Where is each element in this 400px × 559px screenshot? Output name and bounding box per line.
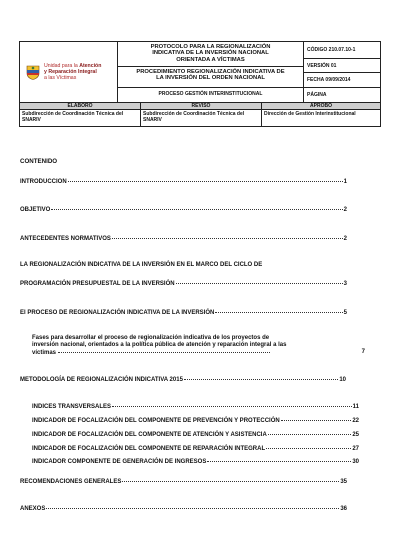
reviso-value: Subdirección de Coordinación Técnica del SNARIV — [141, 110, 262, 126]
document-code: CÓDIGO 210.07.10-1 — [304, 42, 380, 59]
toc-page: 10 — [339, 377, 346, 383]
elaboro-label: ELABORÓ — [20, 103, 141, 109]
title-line: INDICATIVA DE LA INVERSIÓN NACIONAL — [152, 50, 269, 57]
document-version: VERSIÓN 01 — [304, 59, 380, 73]
toc-entry-prevencion[interactable] — [32, 418, 359, 424]
logo-line2: y Reparación Integral — [44, 69, 97, 75]
toc-page: 27 — [352, 446, 359, 452]
document-title — [118, 42, 303, 67]
toc-page: 25 — [352, 432, 359, 438]
reviso-label: REVISÓ — [141, 103, 262, 109]
toc-label: INTRODUCCION — [20, 179, 67, 185]
fases-line1: Fases para desarrollar el proceso de regionalización indicativa de los proyectos de — [32, 335, 270, 341]
toc-label: INDICES TRANSVERSALES — [32, 404, 112, 410]
logo-line3: a las Víctimas — [44, 75, 77, 81]
toc-label: PROGRAMACIÓN PRESUPUESTAL DE LA INVERSIÓN — [20, 281, 175, 287]
process-name: PROCESO GESTIÓN INTERINSTITUCIONAL — [158, 91, 263, 97]
toc-page: 1 — [343, 179, 347, 185]
logo-line1-bold: Atención — [79, 63, 102, 69]
toc-label: INDICADOR DE FOCALIZACIÓN DEL COMPONENTE DE PREVENCIÓN Y PROTECCIÓN — [32, 418, 280, 424]
toc-label: INDICADOR DE FOCALIZACIÓN DEL COMPONENTE DE ATENCIÓN Y ASISTENCIA — [32, 432, 267, 438]
coat-of-arms-icon — [26, 65, 40, 80]
title-line: ORIENTADA A VÍCTIMAS — [176, 56, 245, 63]
fases-line3: víctimas — [32, 349, 57, 356]
aprobo-label: APROBÓ — [310, 103, 332, 109]
toc-entry-antecedentes[interactable] — [20, 236, 347, 242]
toc-page: 2 — [343, 236, 347, 242]
procedure-title — [118, 67, 303, 88]
toc-entry-metodologia[interactable] — [20, 377, 346, 383]
toc-label: LA REGIONALIZACIÓN INDICATIVA DE LA INVERSIÓN EN EL MARCO DEL CICLO DE — [20, 262, 263, 268]
logo-line1: Unidad para la — [44, 63, 78, 69]
toc-label: INDICADOR DE FOCALIZACIÓN DEL COMPONENTE DE REPARACIÓN INTEGRAL — [32, 446, 266, 452]
toc-page: 22 — [352, 418, 359, 424]
toc-entry-reparacion[interactable] — [32, 446, 359, 452]
toc-page: 2 — [343, 207, 347, 213]
toc-entry-proceso[interactable] — [20, 310, 347, 316]
toc-entry-objetivo[interactable] — [20, 207, 347, 213]
toc-page: 30 — [352, 459, 359, 465]
toc-page: 36 — [340, 506, 347, 512]
toc-label: METODOLOGÍA DE REGIONALIZACIÓN INDICATIVA 2015 — [20, 377, 183, 383]
procedure-line: PROCEDIMIENTO REGIONALIZACIÓN INDICATIVA DE — [136, 69, 285, 75]
toc-label: ANTECEDENTES NORMATIVOS — [20, 236, 111, 242]
toc-page: 11 — [352, 404, 359, 410]
toc-entry-anexos[interactable] — [20, 506, 347, 512]
toc-entry-recomendaciones[interactable] — [20, 479, 347, 485]
document-header — [19, 41, 381, 127]
logo — [20, 42, 118, 102]
toc-entry-atencion[interactable] — [32, 432, 359, 438]
toc-page: 7 — [361, 349, 365, 355]
toc-entry-introduccion[interactable] — [20, 179, 347, 185]
title-line: PROTOCOLO PARA LA REGIONALIZACIÓN — [150, 44, 271, 50]
toc-entry-regionalizacion-line2[interactable] — [20, 281, 347, 287]
toc-entry-ingresos[interactable] — [32, 459, 359, 465]
toc-page: 35 — [340, 479, 347, 485]
procedure-line: LA INVERSIÓN DEL ORDEN NACIONAL — [156, 75, 265, 82]
document-page: PÁGINA — [307, 92, 327, 98]
toc-page: 3 — [343, 281, 347, 287]
toc-label: ANEXOS — [20, 506, 46, 512]
toc-label: RECOMENDACIONES GENERALES — [20, 479, 122, 485]
toc-label: El PROCESO DE REGIONALIZACIÓN INDICATIVA DE LA INVERSIÓN — [20, 310, 215, 316]
contents-heading: CONTENIDO — [20, 158, 58, 165]
document-date: FECHA 09/09/2014 — [304, 73, 380, 88]
toc-entry-regionalizacion-line1[interactable] — [20, 262, 355, 268]
elaboro-value: Subdirección de Coordinación Técnica del SNARIV — [20, 110, 141, 126]
toc-page: 5 — [343, 310, 347, 316]
toc-entry-indices[interactable] — [32, 404, 359, 410]
toc-label: INDICADOR COMPONENTE DE GENERACIÓN DE INGRESOS — [32, 459, 207, 465]
toc-entry-fases[interactable] — [32, 335, 365, 357]
aprobo-value: Dirección de Gestión Interinstitucional — [264, 111, 356, 117]
fases-line2: inversión nacional, orientados a la política pública de atención y reparación integral a las — [32, 342, 287, 349]
toc-label: OBJETIVO — [20, 207, 51, 213]
